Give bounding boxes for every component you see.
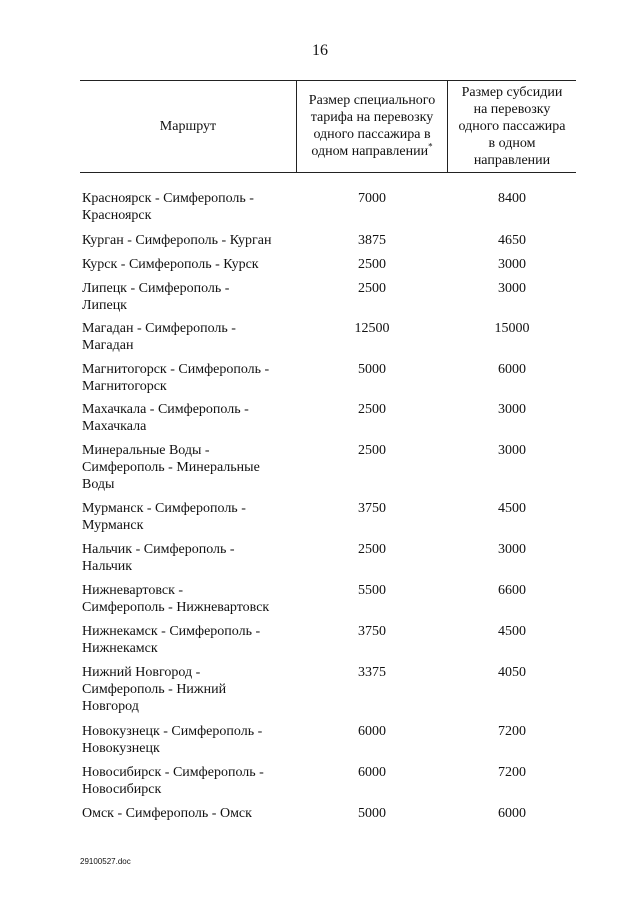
footer-code: 29100527.doc xyxy=(80,857,131,866)
header-tariff-line: Размер специального xyxy=(308,93,436,108)
route-line: Мурманск - Симферополь - xyxy=(82,501,246,516)
footnote-mark: * xyxy=(428,141,433,152)
subsidy-cell: 15000 xyxy=(494,321,530,336)
header-tariff-line: одного пассажира в xyxy=(313,127,431,142)
subsidy-cell: 3000 xyxy=(498,402,526,417)
tariff-cell: 7000 xyxy=(358,191,386,206)
route-cell xyxy=(82,723,297,757)
route-line: Красноярск - Симферополь - xyxy=(82,191,254,206)
route-cell xyxy=(82,232,297,249)
tariff-cell: 3375 xyxy=(358,665,386,680)
tariff-cell: 6000 xyxy=(358,765,386,780)
route-line: Нальчик xyxy=(82,559,133,574)
route-line: Курск - Симферополь - Курск xyxy=(82,257,259,272)
subsidy-cell: 7200 xyxy=(498,765,526,780)
route-line: Магадан - Симферополь - xyxy=(82,321,236,336)
tariff-cell: 5000 xyxy=(358,362,386,377)
route-line: Нижний Новгород - xyxy=(82,665,201,680)
route-line: Симферополь - Нижний xyxy=(82,682,227,697)
tariff-cell: 2500 xyxy=(358,402,386,417)
page-number: 16 xyxy=(312,42,328,59)
route-cell xyxy=(82,442,297,493)
subsidy-cell: 6000 xyxy=(498,806,526,821)
route-cell xyxy=(82,401,297,435)
route-line: Нижневартовск - xyxy=(82,583,184,598)
route-cell xyxy=(82,500,297,534)
tariff-cell: 12500 xyxy=(354,321,390,336)
route-line: Воды xyxy=(82,477,115,492)
route-line: Магнитогорск xyxy=(82,379,167,394)
header-subsidy-line: одного пассажира xyxy=(458,118,566,134)
route-line: Махачкала - Симферополь - xyxy=(82,402,249,417)
subsidy-cell: 6000 xyxy=(498,362,526,377)
subsidy-cell: 3000 xyxy=(498,257,526,272)
tariff-cell: 3750 xyxy=(358,624,386,639)
route-cell xyxy=(82,623,297,657)
subsidy-cell: 7200 xyxy=(498,724,526,739)
tariff-cell: 2500 xyxy=(358,542,386,557)
tariff-cell: 3875 xyxy=(358,233,386,248)
header-route-label: Маршрут xyxy=(159,118,217,134)
route-line: Новосибирск - Симферополь - xyxy=(82,765,264,780)
route-line: Новокузнецк xyxy=(82,741,160,756)
tariff-cell: 2500 xyxy=(358,281,386,296)
route-cell xyxy=(82,805,297,822)
route-cell xyxy=(82,764,297,798)
subsidy-cell: 4650 xyxy=(498,233,526,248)
subsidy-cell: 4500 xyxy=(498,624,526,639)
route-cell xyxy=(82,280,297,314)
route-line: Нальчик - Симферополь - xyxy=(82,542,235,557)
route-line: Нижнекамск xyxy=(82,641,158,656)
header-subsidy-line: Размер субсидии xyxy=(461,84,563,100)
route-cell xyxy=(82,320,297,354)
route-line: Мурманск xyxy=(82,518,144,533)
route-line: Липецк xyxy=(82,298,127,313)
route-line: Магадан xyxy=(82,338,134,353)
route-cell xyxy=(82,361,297,395)
tariff-cell: 5000 xyxy=(358,806,386,821)
route-line: Красноярск xyxy=(82,208,152,223)
tariff-cell: 3750 xyxy=(358,501,386,516)
route-cell xyxy=(82,541,297,575)
subsidy-cell: 3000 xyxy=(498,443,526,458)
subsidy-cell: 8400 xyxy=(498,191,526,206)
route-line: Омск - Симферополь - Омск xyxy=(82,806,252,821)
route-line: Минеральные Воды - xyxy=(82,443,210,458)
header-subsidy-line: в одном xyxy=(488,135,536,151)
tariff-cell: 5500 xyxy=(358,583,386,598)
tariff-cell: 2500 xyxy=(358,257,386,272)
header-tariff-line-last: одном направлении* xyxy=(311,141,433,159)
route-cell xyxy=(82,582,297,616)
tariff-cell: 6000 xyxy=(358,724,386,739)
route-line: Липецк - Симферополь - xyxy=(82,281,230,296)
route-line: Симферополь - Минеральные xyxy=(82,460,260,475)
route-line: Махачкала xyxy=(82,419,147,434)
header-subsidy-line: направлении xyxy=(473,152,551,168)
header-subsidy-line: на перевозку xyxy=(473,101,551,117)
route-line: Новокузнецк - Симферополь - xyxy=(82,724,263,739)
route-cell xyxy=(82,190,297,224)
route-line: Курган - Симферополь - Курган xyxy=(82,233,272,248)
route-cell xyxy=(82,256,297,273)
route-line: Нижнекамск - Симферополь - xyxy=(82,624,261,639)
subsidy-cell: 6600 xyxy=(498,583,526,598)
route-line: Магнитогорск - Симферополь - xyxy=(82,362,270,377)
route-line: Новгород xyxy=(82,699,139,714)
subsidy-cell: 4500 xyxy=(498,501,526,516)
tariff-cell: 2500 xyxy=(358,443,386,458)
route-line: Новосибирск xyxy=(82,782,162,797)
header-tariff-line: тарифа на перевозку xyxy=(310,110,434,125)
route-line: Симферополь - Нижневартовск xyxy=(82,600,270,615)
route-cell xyxy=(82,664,297,715)
subsidy-cell: 4050 xyxy=(498,665,526,680)
subsidy-cell: 3000 xyxy=(498,281,526,296)
subsidy-cell: 3000 xyxy=(498,542,526,557)
